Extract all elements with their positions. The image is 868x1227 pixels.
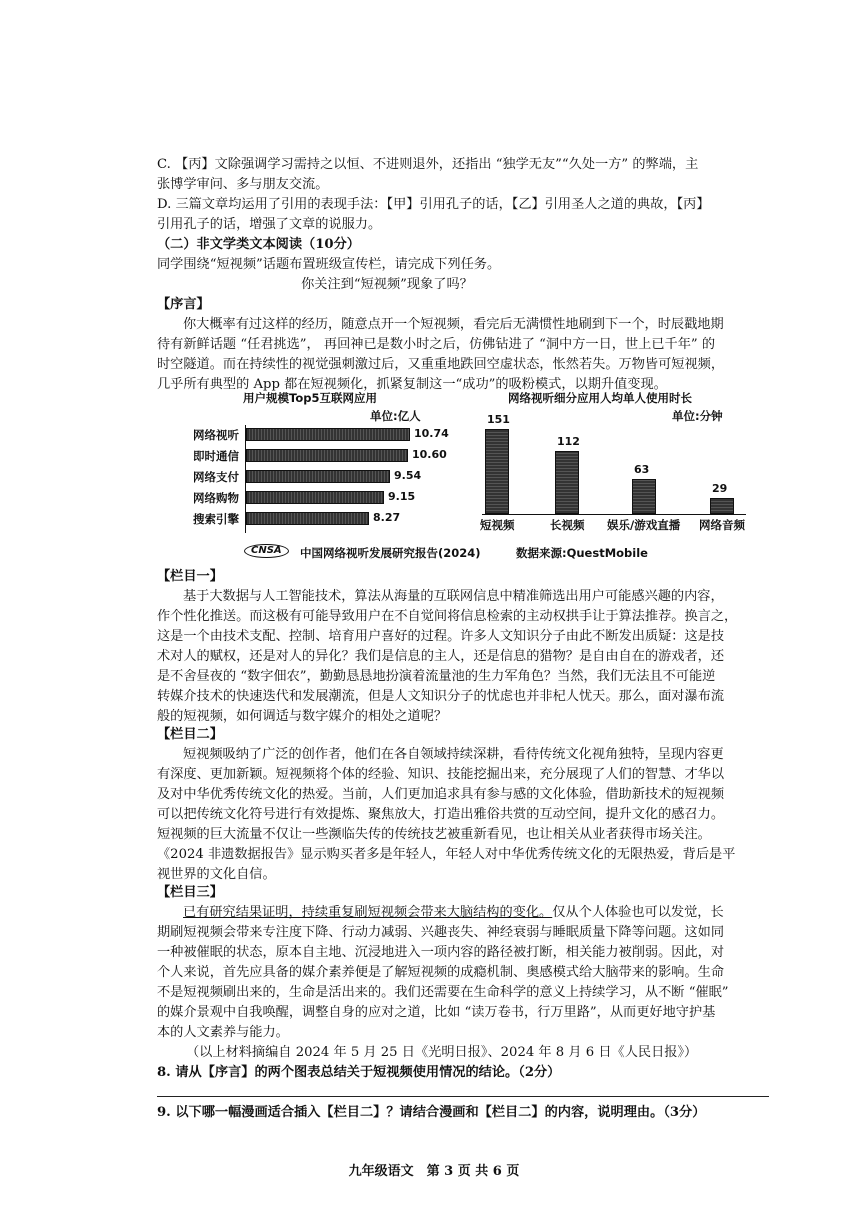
answer-line [157,1096,769,1097]
column1-line: 般的短视频，如何调适与数字媒介的相处之道呢？ [157,709,448,724]
left-chart-category-label: 网络视听 [193,428,239,442]
option-d-line1: D. 三篇文章均运用了引用的表现手法：【甲】引用孔子的话，【乙】引用圣人之道的典故，【丙】 [157,197,710,212]
right-chart-category-label: 长视频 [550,518,585,532]
column1-line: 转媒介技术的快速迭代和发展潮流，但是人文知识分子的忧虑也并非杞人忧天。那么，面对瀑布流 [157,689,725,704]
option-c-line2: 张博学审问、多与朋友交流。 [157,177,329,192]
right-chart-value-label: 29 [712,482,728,495]
right-chart-bar [555,451,579,514]
right-chart-bar [485,429,509,514]
right-chart-category-label: 网络音频 [699,518,745,532]
column3-line: 本的人文素养与能力。 [157,1025,289,1040]
left-chart-value-label: 9.54 [394,469,422,482]
right-chart-value-label: 151 [487,413,510,426]
left-chart-category-label: 搜索引擎 [193,512,239,526]
left-chart-axis [245,425,246,533]
column2-line: 及对中华优秀传统文化的热爱。当前，人们更加追求具有参与感的文化体验，借助新技术的短视频 [157,787,725,802]
column2-line: 《2024 非遗数据报告》显示购买者多是年轻人，年轻人对中华优秀传统文化的无限热爱，背后是平 [157,847,736,862]
right-chart-bar [632,479,656,514]
right-chart-category-label: 娱乐/游戏直播 [607,518,681,532]
article-title: 你关注到“短视频”现象了吗？ [301,277,473,292]
right-chart-value-label: 63 [634,463,650,476]
column3-line: 不是短视频刷出来的，生命是活出来的。我们还需要在生命科学的意义上持续学习，从不断 “催眠” [157,985,729,1000]
preface-para-line: 你大概率有过这样的经历，随意点开一个短视频，看完后无满惯性地刷到下一个，时辰戳地期 [183,317,724,332]
left-chart-category-label: 网络支付 [193,470,239,484]
section-heading: （二）非文学类文本阅读（10分） [157,237,360,252]
task-intro: 同学围绕“短视频”话题布置班级宣传栏，请完成下列任务。 [157,257,501,272]
column2-line: 可以把传统文化符号进行有效提炼、聚焦放大，打造出雅俗共赏的互动空间，提升文化的感召力。 [157,807,725,822]
column1-line: 术对人的赋权，还是对人的异化？我们是信息的主人，还是信息的猎物？是自由自在的游戏者，还 [157,649,725,664]
column1-heading: 【栏目一】 [157,569,223,584]
left-chart-bar [246,512,369,525]
column3-line: 期刷短视频会带来专注度下降、行动力减弱、兴趣丧失、神经衰弱与睡眠质量下降等问题。这如同 [157,925,725,940]
page-footer: 九年级语文 第 3 页 共 6 页 [348,1164,520,1179]
column1-line: 这是一个由技术支配、控制、培育用户喜好的过程。许多人文知识分子由此不断发出质疑：这是技 [157,629,725,644]
right-chart-category-label: 短视频 [480,518,515,532]
preface-heading: 【序言】 [157,297,210,312]
column3-line: 一种被催眠的状态，原本自主地、沉浸地进入一项内容的路径被打断，相关能力被削弱。因此，对 [157,945,725,960]
option-d-line2: 引用孔子的话，增强了文章的说服力。 [157,217,382,232]
left-chart-value-label: 10.60 [412,448,447,461]
source-citation: （以上材料摘编自 2024 年 5 月 25 日《光明日报》、2024 年 8 月 6 日《人民日报》） [186,1045,698,1060]
question-9: 9. 以下哪一幅漫画适合插入【栏目二】？请结合漫画和【栏目二】的内容，说明理由。（3分） [157,1105,706,1120]
preface-para-line: 时空隧道。而在持续性的视觉强刺激过后，又重重地跌回空虚状态，怅然若失。万物皆可短视频， [157,357,725,372]
left-chart-category-label: 即时通信 [193,449,239,463]
cnsa-logo: CNSA [244,544,289,558]
column3-line-rest: 仅从个人体验也可以发觉，长 [552,905,724,920]
column2-line: 有深度、更加新颖。短视频将个体的经验、知识、技能挖掘出来，充分展现了人们的智慧、才华以 [157,767,725,782]
left-chart-value-label: 9.15 [388,490,416,503]
left-chart-bar [246,491,384,504]
left-chart-value-label: 8.27 [373,511,401,524]
right-chart-source: 数据来源:QuestMobile [516,546,648,560]
column1-line: 作个性化推送。而这极有可能导致用户在不自觉间将信息检索的主动权拱手让于算法推荐。换言之， [157,609,738,624]
preface-para-line: 待有新鲜话题 “任君挑选”， 再回神已是数小时之后，仿佛钻进了 “洞中方一日，世上已千年” 的 [157,337,716,352]
column2-line: 短视频的巨大流量不仅让一些濒临失传的传统技艺被重新看见，也让相关从业者获得市场关注。 [157,827,711,842]
right-chart-bar [710,498,734,514]
right-chart-value-label: 112 [557,435,580,448]
right-chart-unit: 单位:分钟 [672,409,723,423]
left-chart-title: 用户规模Top5互联网应用 [243,391,377,405]
column2-line: 视世界的文化自信。 [157,867,276,882]
column3-heading: 【栏目三】 [157,885,223,900]
preface-para-line: 几乎所有典型的 App 都在短视频化，抓紧复制这一“成功”的吸粉模式，以期升值变现。 [157,377,667,392]
left-chart-unit: 单位:亿人 [370,409,421,423]
right-chart-title: 网络视听细分应用人均单人使用时长 [508,391,692,405]
column1-line: 是不舍昼夜的 “数字佃农”，勤勤恳恳地扮演着流量池的生力军角色？当然，我们无法且不可能逆 [157,669,716,684]
column2-heading: 【栏目二】 [157,727,223,742]
column2-line: 短视频吸纳了广泛的创作者，他们在各自领域持续深耕，看待传统文化视角独特，呈现内容更 [183,747,724,762]
left-chart-bar [246,470,390,483]
left-chart-source: 中国网络视听发展研究报告(2024) [300,546,481,560]
column3-line [157,904,777,922]
left-chart-bar [246,428,410,441]
left-chart-bar [246,449,408,462]
left-chart-category-label: 网络购物 [193,491,239,505]
column1-line: 基于大数据与人工智能技术，算法从海量的互联网信息中精准筛选出用户可能感兴趣的内容， [183,589,724,604]
right-chart-baseline [482,514,746,515]
option-c-line1: C. 【丙】文除强调学习需持之以恒、不进则退外，还指出 “独学无友”“久处一方” 的弊端，主 [157,157,699,172]
left-chart-value-label: 10.74 [414,427,449,440]
underlined-sentence: 已有研究结果证明，持续重复刷短视频会带来大脑结构的变化。 [183,905,553,920]
column3-line: 个人来说，首先应具备的媒介素养便是了解短视频的成瘾机制、奥感模式给大脑带来的影响。生命 [157,965,725,980]
column3-line: 的媒介景观中自我唤醒，调整自身的应对之道，比如 “读万卷书，行万里路”，从而更好地守护基 [157,1005,716,1020]
question-8: 8. 请从【序言】的两个图表总结关于短视频使用情况的结论。（2分） [157,1065,561,1080]
